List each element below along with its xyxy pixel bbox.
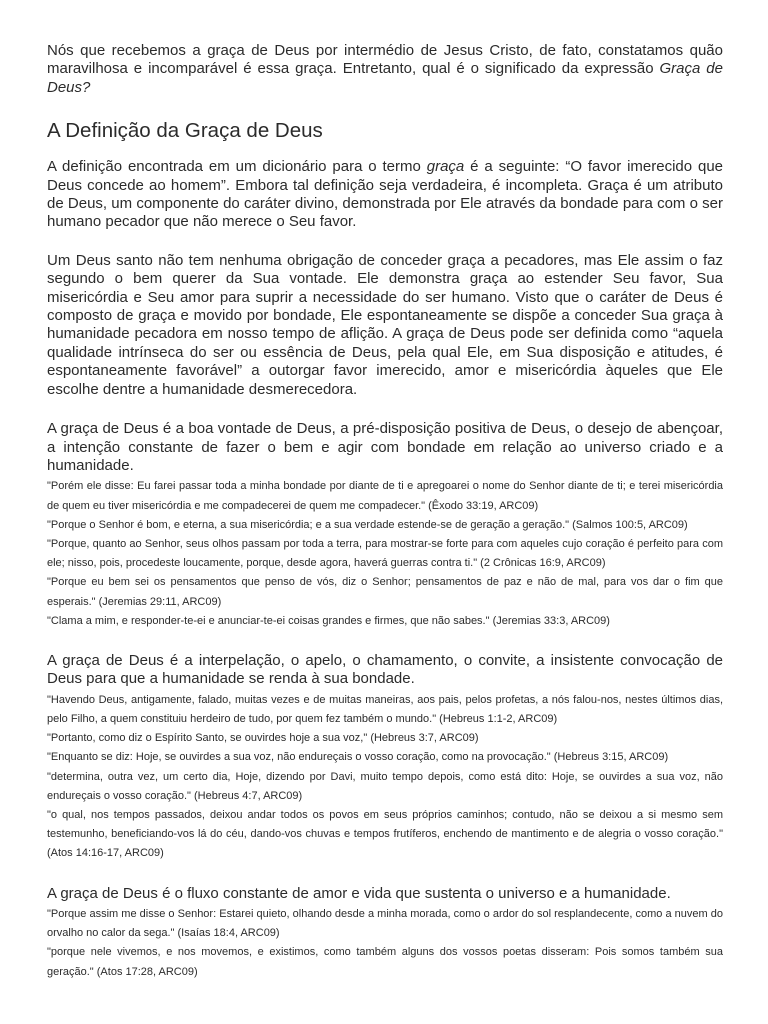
definition-post: é a seguinte: “O favor imerecido que Deus concede ao homem”. Embora tal definição seja verdadeira, é incompleta. Graça é um atributo de Deus, um componente do caráter divino, demonstrada por Ele através da bondade para com o ser humano pecador que não merece o Seu favor. [47,158,724,231]
bible-quote: "o qual, nos tempos passados, deixou andar todos os povos em seus próprios caminhos; contudo, não se deixou a si mesmo sem testemunho, beneficiando-vos lá do céu, dando-vos chuvas e tempos frutíferos, enchendo de mantimento e de alegria o vosso coração." (Atos 14:16-17, ARC09) [47,808,723,860]
bible-quote: "Porque assim me disse o Senhor: Estarei quieto, olhando desde a minha morada, como o ardor do sol resplandecente, como a nuvem do orvalho no calor da sega." (Isaías 18:4, ARC09) [47,907,723,940]
bible-quote: "Porém ele disse: Eu farei passar toda a minha bondade por diante de ti e apregoarei o nome do Senhor diante de ti; e terei misericórdia de quem eu tiver misericórdia e me compadecerei de quem me compadecer." (Êxodo 33:19, ARC09) [47,480,723,512]
definition-pre: A definição encontrada em um dicionário para o termo [47,158,427,176]
bible-quote: "porque nele vivemos, e nos movemos, e existimos, como também alguns dos vossos poetas disseram: Pois somos também sua geração." (Atos 17:28, ARC09) [47,946,723,978]
section-statement: A graça de Deus é a interpelação, o apelo, o chamamento, o convite, a insistente convocação de Deus para que a humanidade se renda à sua bondade. [47,651,723,688]
bible-quote: "Portanto, como diz o Espírito Santo, se ouvirdes hoje a sua voz," (Hebreus 3:7, ARC09) [47,732,479,745]
intro-italic: Graça de Deus? [47,60,723,96]
intro-paragraph [47,42,723,97]
bible-quote: "Havendo Deus, antigamente, falado, muitas vezes e de muitas maneiras, aos pais, pelos profetas, a nós falou-nos, nestes últimos dias, pelo Filho, a quem constituiu herdeiro de tudo, por quem fez também o mundo." (Hebreus 1:1-2, ARC09) [47,693,723,725]
bible-quote: "Porque eu bem sei os pensamentos que penso de vós, diz o Senhor; pensamentos de paz e não de mal, para vos dar o fim que esperais." (Jeremias 29:11, ARC09) [47,576,723,608]
intro-text: Nós que recebemos a graça de Deus por intermédio de Jesus Cristo, de fato, constatamos quão maravilhosa e incomparável é essa graça. Entretanto, qual é o significado da expressão [47,42,723,78]
definition-paragraph [47,158,723,232]
document-content [47,42,723,982]
definition-italic: graça [426,158,465,176]
section-heading: A Definição da Graça de Deus [47,119,323,143]
section-statement: A graça de Deus é o fluxo constante de amor e vida que sustenta o universo e a humanidade. [47,884,671,902]
section-statement: A graça de Deus é a boa vontade de Deus, a pré-disposição positiva de Deus, o desejo de abençoar, a intenção constante de fazer o bem e agir com bondade em relação ao universo criado e a humanidade. [47,420,723,474]
grace-character-paragraph: Um Deus santo não tem nenhuma obrigação de conceder graça a pecadores, mas Ele assim o faz segundo o bem querer da Sua vontade. Ele demonstra graça ao estender Seu favor, Sua misericórdia e Seu amor para suprir a necessidade do ser humano. Visto que o caráter de Deus é composto de graça e movido por bondade, Ele espontaneamente se dispõe a conceder Sua graça à humanidade pecadora em nosso tempo de aflição. A graça de Deus pode ser definida como “aquela qualidade intrínseca do ser ou essência de Deus, pela qual Ele, em Sua disposição e atitudes, é espontaneamente favorável” a outorgar favor imerecido, amor e misericórdia àqueles que Ele escolhe dentre a humanidade desmerecedora. [47,251,723,398]
bible-quote: "determina, outra vez, um certo dia, Hoje, dizendo por Davi, muito tempo depois, como está dito: Hoje, se ouvirdes a sua voz, não endureçais o vosso coração." (Hebreus 4:7, ARC09) [47,770,723,802]
bible-quote: "Enquanto se diz: Hoje, se ouvirdes a sua voz, não endureçais o vosso coração, como na provocação." (Hebreus 3:15, ARC09) [47,751,669,764]
bible-quote: "Porque o Senhor é bom, e eterna, a sua misericórdia; e a sua verdade estende-se de geração a geração." (Salmos 100:5, ARC09) [47,518,688,531]
bible-quote: "Clama a mim, e responder-te-ei e anunciar-te-ei coisas grandes e firmes, que não sabes." (Jeremias 33:3, ARC09) [47,614,610,627]
bible-quote: "Porque, quanto ao Senhor, seus olhos passam por toda a terra, para mostrar-se forte para com aqueles cujo coração é perfeito para com ele; nisso, pois, procedeste loucamente, porque, desde agora, haverá guerras contra ti." (2 Crônicas 16:9, ARC09) [47,537,723,570]
